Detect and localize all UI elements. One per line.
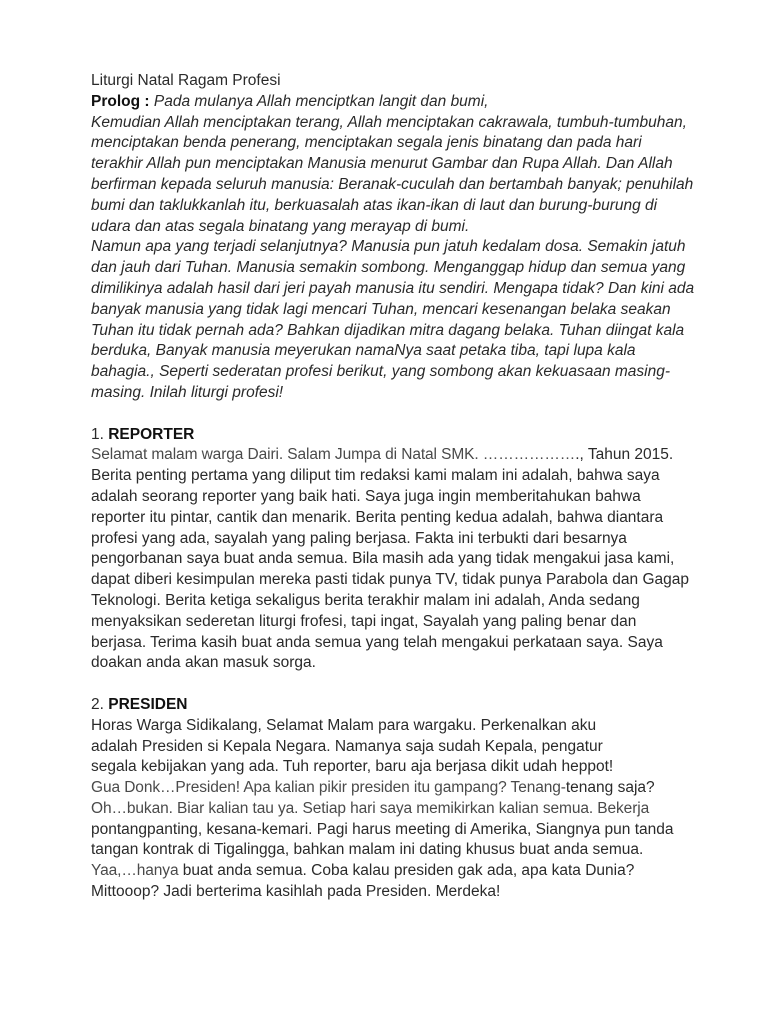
reporter-line: berjasa. Terima kasih buat anda semua yang telah mengakui perkataan saya. Saya	[91, 633, 663, 651]
section-title: PRESIDEN	[108, 695, 188, 713]
prolog-line: terakhir Allah pun menciptakan Manusia menurut Gambar dan Rupa Allah. Dan Allah	[91, 155, 673, 173]
presiden-light-text: Yaa,…hanya	[91, 862, 179, 880]
prolog-first-text: Pada mulanya Allah menciptkan langit dan bumi,	[149, 92, 489, 110]
presiden-line: Mittooop? Jadi berterima kasihlah pada Presiden. Merdeka!	[91, 883, 501, 901]
prolog-label: Prolog :	[91, 92, 150, 110]
document-page	[91, 71, 695, 903]
prolog-line: dimilikinya adalah hasil dari jeri payah manusia itu sendiri. Mengapa tidak? Dan kini ada	[91, 279, 695, 297]
prolog-line: berduka, Banyak manusia meyerukan namaNya saat petaka tiba, tapi lupa kala	[91, 342, 636, 360]
presiden-line	[91, 778, 691, 799]
prolog-first-line	[91, 92, 691, 113]
reporter-greeting-rest: ., Tahun 2015.	[575, 446, 674, 464]
reporter-line: Berita penting pertama yang diliput tim redaksi kami malam ini adalah, bahwa saya	[91, 467, 660, 485]
prolog-line: udara dan atas segala binatang yang merayap di bumi.	[91, 217, 470, 235]
presiden-line: adalah Presiden si Kepala Negara. Namanya saja sudah Kepala, pengatur	[91, 737, 603, 755]
prolog-line: bahagia., Seperti sederatan profesi berikut, yang sombong akan kekuasaan masing-	[91, 363, 671, 381]
prolog-line: masing. Inilah liturgi profesi!	[91, 383, 284, 401]
prolog-line: berfirman kepada seluruh manusia: Beranak-cuculah dan bertambah banyak; penuhilah	[91, 175, 694, 193]
section-number: 1.	[91, 425, 109, 443]
presiden-line: segala kebijakan yang ada. Tuh reporter, baru aja berjasa dikit udah heppot!	[91, 758, 614, 776]
presiden-line: Oh…bukan. Biar kalian tau ya. Setiap hari saya memikirkan kalian semua. Bekerja	[91, 799, 650, 817]
reporter-first-line	[91, 445, 691, 466]
reporter-line: profesi yang ada, sayalah yang paling berjasa. Fakta ini terbukti dari besarnya	[91, 529, 627, 547]
prolog-line: dan jauh dari Tuhan. Manusia semakin sombong. Menganggap hidup dan semua yang	[91, 259, 686, 277]
section-heading-presiden	[91, 695, 691, 716]
presiden-text: buat anda semua. Coba kalau presiden gak ada, apa kata Dunia?	[178, 862, 635, 880]
section-number: 2.	[91, 695, 109, 713]
paragraph-spacer	[91, 674, 691, 695]
prolog-line: banyak manusia yang tidak lagi mencari Tuhan, mencari kesenangan belaka seakan	[91, 300, 671, 318]
presiden-line: pontangpanting, kesana-kemari. Pagi harus meeting di Amerika, Siangnya pun tanda	[91, 820, 674, 838]
prolog-line: Namun apa yang terjadi selanjutnya? Manusia pun jatuh kedalam dosa. Semakin jatuh	[91, 238, 686, 256]
prolog-line: Kemudian Allah menciptakan terang, Allah menciptakan cakrawala, tumbuh-tumbuhan,	[91, 113, 687, 131]
reporter-line: Teknologi. Berita ketiga sekaligus berita terakhir malam ini adalah, Anda sedang	[91, 591, 640, 609]
reporter-line: pengorbanan saya buat anda semua. Bila masih ada yang tidak mengakui jasa kami,	[91, 550, 675, 568]
reporter-line: adalah seorang reporter yang baik hati. Saya juga ingin memberitahukan bahwa	[91, 487, 641, 505]
presiden-text: tenang saja?	[565, 779, 655, 797]
reporter-line: dapat diberi kesimpulan mereka pasti tidak punya TV, tidak punya Parabola dan Gagap	[91, 571, 689, 589]
presiden-light-text: Gua Donk…Presiden! Apa kalian pikir presiden itu gampang? Tenang-	[91, 779, 566, 797]
prolog-line: bumi dan taklukkanlah itu, berkuasalah atas ikan-ikan di laut dan burung-burung di	[91, 196, 658, 214]
presiden-line	[91, 861, 691, 882]
reporter-line: doakan anda akan masuk sorga.	[91, 654, 316, 672]
reporter-greeting: Selamat malam warga Dairi. Salam Jumpa di Natal SMK. ………………	[91, 446, 576, 464]
reporter-line: menyaksikan sederetan liturgi frofesi, tapi ingat, Sayalah yang paling benar dan	[91, 612, 637, 630]
document-title: Liturgi Natal Ragam Profesi	[91, 72, 281, 89]
presiden-line: tangan kontrak di Tigalingga, bahkan malam ini dating khusus buat anda semua.	[91, 841, 644, 859]
paragraph-spacer	[91, 404, 691, 425]
prolog-line: menciptakan benda penerang, menciptakan segala jenis binatang dan pada hari	[91, 134, 642, 152]
prolog-line: Tuhan itu tidak pernah ada? Bahkan dijadikan mitra dagang belaka. Tuhan diingat kala	[91, 321, 685, 339]
presiden-line: Horas Warga Sidikalang, Selamat Malam para wargaku. Perkenalkan aku	[91, 716, 597, 734]
reporter-line: reporter itu pintar, cantik dan menarik. Berita penting kedua adalah, bahwa diantara	[91, 508, 664, 526]
section-heading-reporter	[91, 425, 691, 446]
section-title: REPORTER	[108, 425, 195, 443]
